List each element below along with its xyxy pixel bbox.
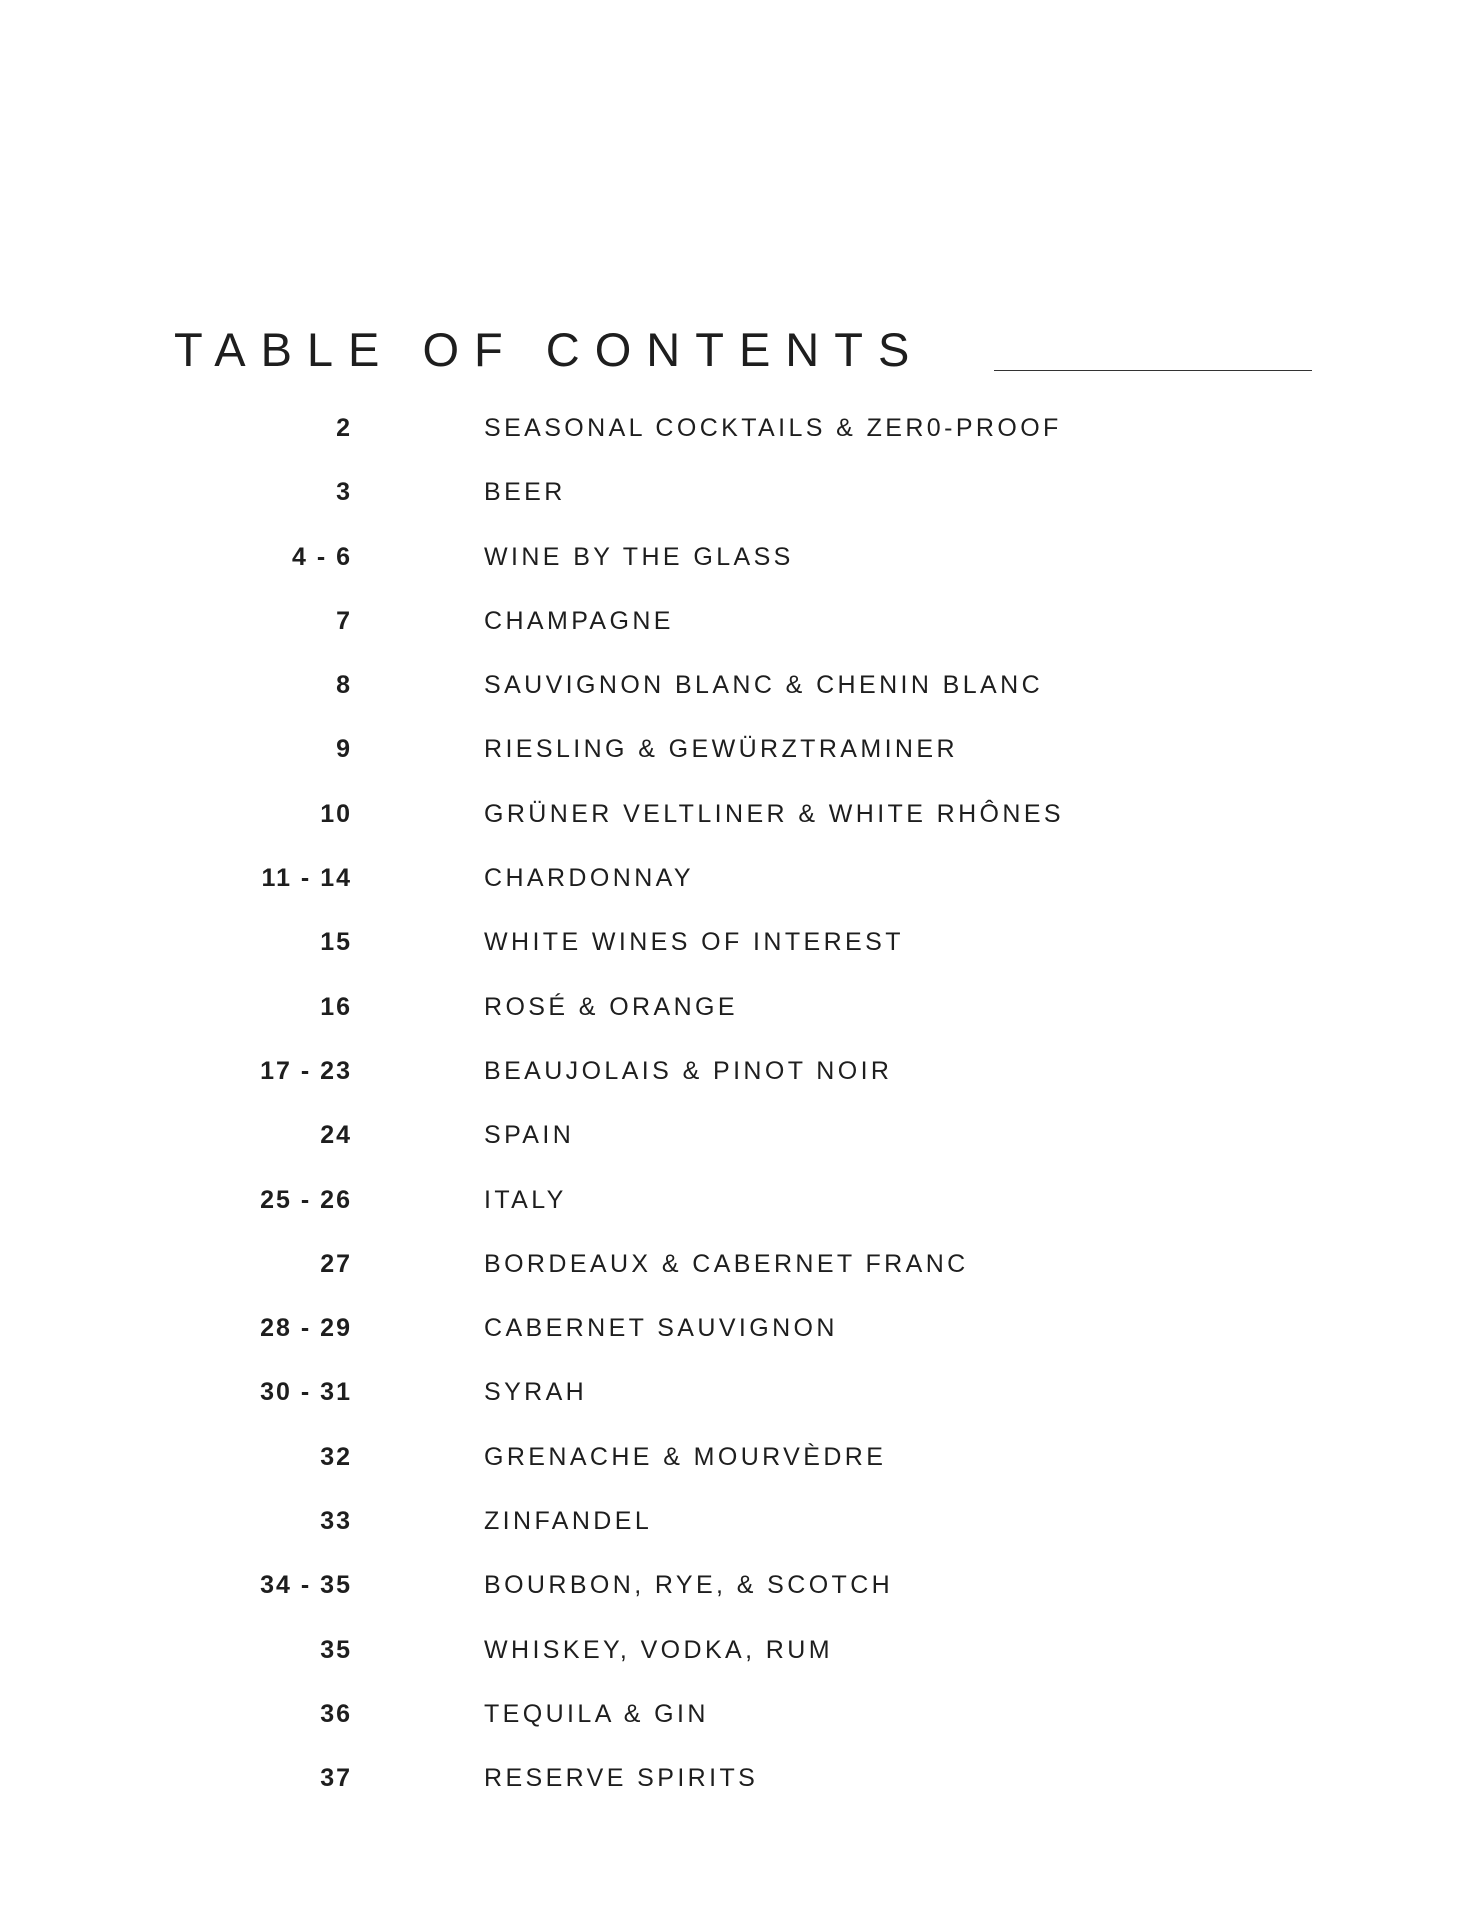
toc-page-number: 25 - 26 <box>260 1185 352 1214</box>
toc-page-number: 34 - 35 <box>260 1571 352 1600</box>
toc-section-title: SEASONAL COCKTAILS & ZER0-PROOF <box>484 414 1062 442</box>
toc-section-title: SYRAH <box>484 1378 588 1407</box>
toc-page-number: 15 <box>320 928 352 957</box>
toc-section-title: ZINFANDEL <box>484 1507 653 1536</box>
toc-entry <box>0 913 1484 977</box>
toc-section-title: GRÜNER VELTLINER & WHITE RHÔNES <box>484 799 1064 828</box>
title-rule <box>994 370 1312 371</box>
toc-entry <box>0 1556 1484 1620</box>
toc-page-number: 37 <box>320 1764 352 1793</box>
toc-section-title: WINE BY THE GLASS <box>484 542 794 571</box>
toc-entry <box>0 1299 1484 1363</box>
toc-page-number: 32 <box>320 1442 352 1471</box>
toc-page-number: 17 - 23 <box>260 1056 352 1085</box>
toc-entry <box>0 463 1484 527</box>
toc-page-number: 9 <box>336 735 352 764</box>
toc-page-number: 33 <box>320 1507 352 1536</box>
toc-page-number: 2 <box>336 414 352 442</box>
toc-entry <box>0 720 1484 784</box>
toc-section-title: BOURBON, RYE, & SCOTCH <box>484 1571 894 1600</box>
toc-section-title: SAUVIGNON BLANC & CHENIN BLANC <box>484 671 1044 700</box>
toc-entry <box>0 1492 1484 1556</box>
toc-section-title: BORDEAUX & CABERNET FRANC <box>484 1249 969 1278</box>
toc-section-title: ITALY <box>484 1185 567 1214</box>
toc-entry <box>0 1428 1484 1492</box>
toc-page-number: 36 <box>320 1699 352 1728</box>
toc-page-number: 8 <box>336 671 352 700</box>
toc-section-title: ROSÉ & ORANGE <box>484 992 738 1021</box>
toc-section-title: BEER <box>484 478 566 507</box>
toc-entry <box>0 1685 1484 1749</box>
toc-section-title: SPAIN <box>484 1121 575 1150</box>
toc-entry <box>0 528 1484 592</box>
toc-entry <box>0 1106 1484 1170</box>
toc-section-title: WHISKEY, VODKA, RUM <box>484 1635 833 1664</box>
toc-entry <box>0 1235 1484 1299</box>
toc-entry <box>0 592 1484 656</box>
toc-section-title: CHARDONNAY <box>484 864 694 893</box>
toc-page-number: 27 <box>320 1249 352 1278</box>
toc-section-title: GRENACHE & MOURVÈDRE <box>484 1442 887 1471</box>
toc-entry <box>0 1363 1484 1427</box>
toc-page-number: 35 <box>320 1635 352 1664</box>
toc-page-number: 24 <box>320 1121 352 1150</box>
toc-section-title: BEAUJOLAIS & PINOT NOIR <box>484 1056 893 1085</box>
toc-entry <box>0 849 1484 913</box>
toc-list <box>0 399 1484 1814</box>
toc-section-title: CHAMPAGNE <box>484 606 674 635</box>
toc-entry <box>0 785 1484 849</box>
toc-entry <box>0 978 1484 1042</box>
toc-section-title: TEQUILA & GIN <box>484 1699 709 1728</box>
toc-section-title: CABERNET SAUVIGNON <box>484 1314 838 1343</box>
toc-entry <box>0 399 1484 463</box>
page-title: TABLE OF CONTENTS <box>174 323 925 376</box>
toc-page-number: 7 <box>336 606 352 635</box>
toc-page-number: 11 - 14 <box>261 864 352 893</box>
toc-entry <box>0 1171 1484 1235</box>
toc-page-number: 16 <box>320 992 352 1021</box>
toc-page-number: 10 <box>320 799 352 828</box>
toc-entry <box>0 1749 1484 1813</box>
toc-page-number: 3 <box>336 478 352 507</box>
toc-section-title: RIESLING & GEWÜRZTRAMINER <box>484 735 958 764</box>
toc-page-number: 4 - 6 <box>291 542 352 571</box>
toc-entry <box>0 656 1484 720</box>
toc-section-title: WHITE WINES OF INTEREST <box>484 928 904 957</box>
toc-page-number: 28 - 29 <box>260 1314 352 1343</box>
toc-entry <box>0 1621 1484 1685</box>
toc-section-title: RESERVE SPIRITS <box>484 1764 759 1793</box>
toc-page-number: 30 - 31 <box>260 1378 352 1407</box>
toc-entry <box>0 1042 1484 1106</box>
